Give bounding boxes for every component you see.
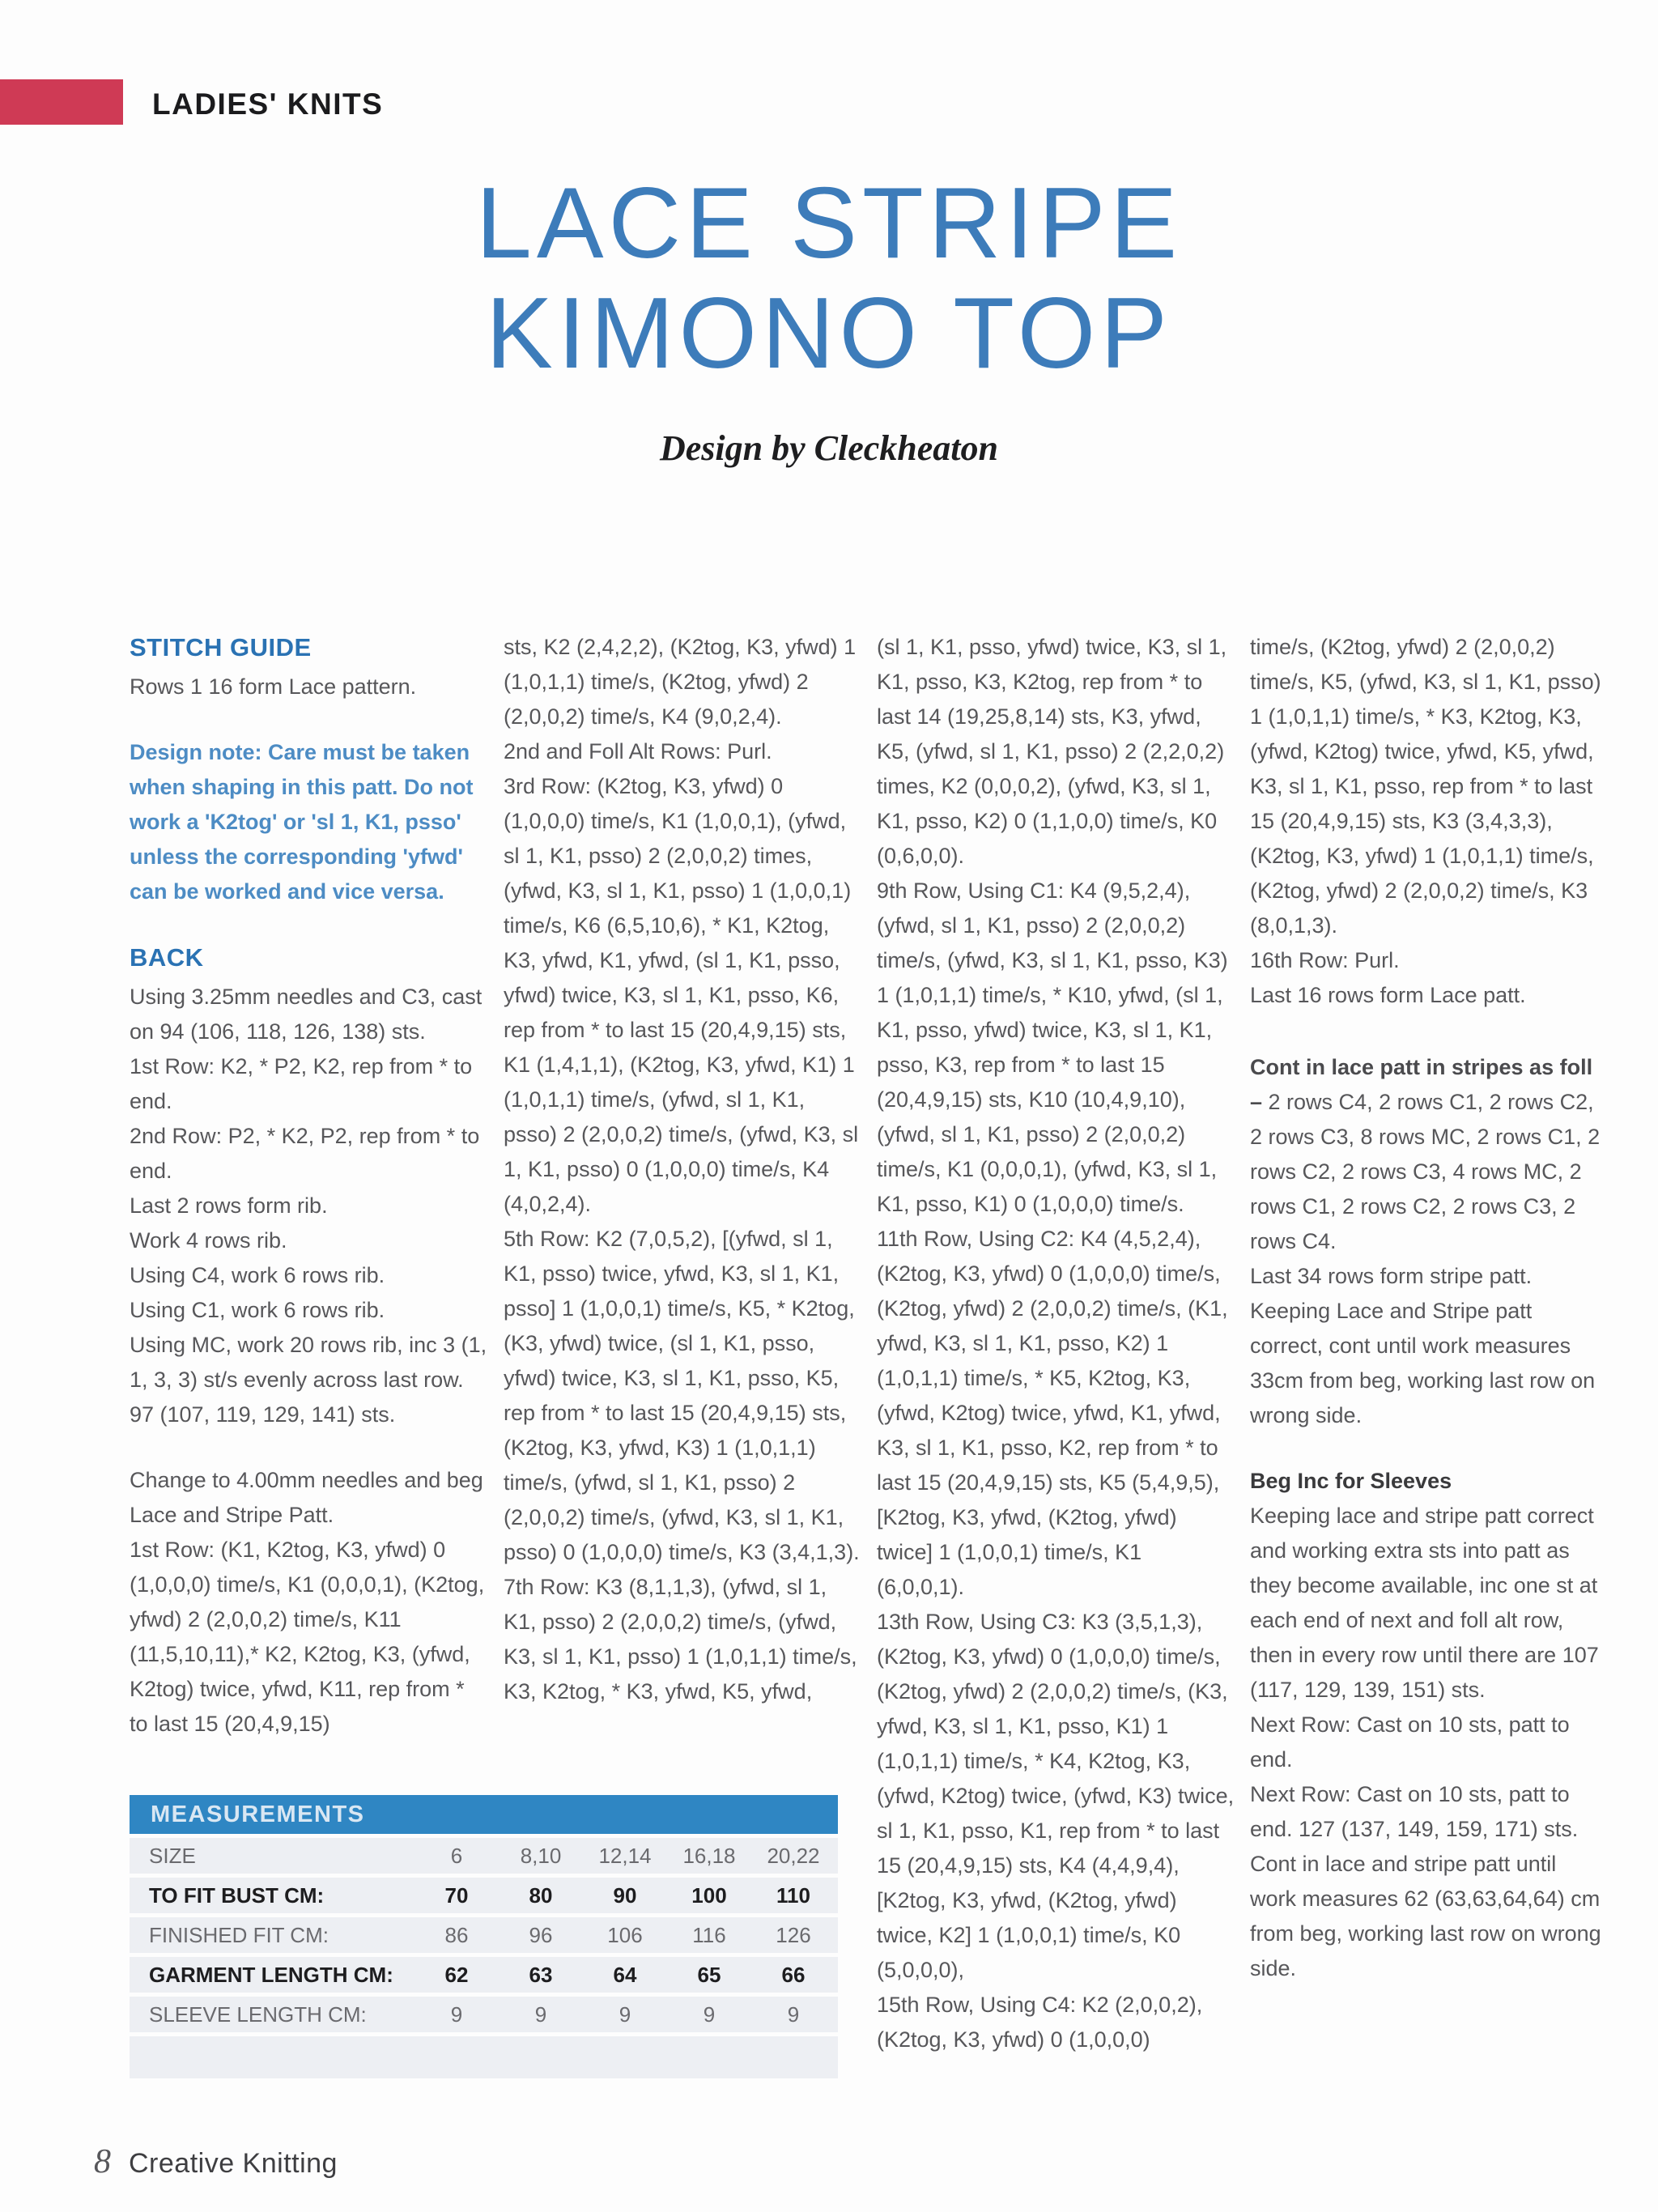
measurement-value: 9 — [703, 2001, 716, 2027]
measurement-value: 126 — [776, 1922, 811, 1947]
pattern-paragraph: 16th Row: Purl. — [1250, 948, 1400, 972]
measurements-row — [130, 1997, 838, 2032]
measurement-value: 62 — [444, 1962, 469, 1987]
measurements-row — [130, 1917, 838, 1953]
pattern-paragraph: 1st Row: (K1, K2tog, K3, yfwd) 0 (1,0,0,0) time/s, K1 (0,0,0,1), (K2tog, yfwd) 2 (2,0,0,2) time/s, K11 (11,5,10,11),* K2, K2tog, K3, (yfwd, K2tog) twice, yfwd, K11, rep from * to last 15 (20,4,9,15) — [130, 1538, 485, 1736]
pattern-paragraph: 15th Row, Using C4: K2 (2,0,0,2), (K2tog, K3, yfwd) 0 (1,0,0,0) — [877, 1993, 1203, 2052]
measurement-label: SLEEVE LENGTH CM: — [149, 2001, 367, 2027]
section-heading: BACK — [130, 943, 204, 972]
measurement-value: 20,22 — [767, 1843, 820, 1868]
pattern-paragraph: Last 2 rows form rib. — [130, 1193, 328, 1218]
pattern-paragraph: Next Row: Cast on 10 sts, patt to end. — [1250, 1712, 1570, 1772]
page-footer — [94, 2142, 338, 2181]
pattern-paragraph: Using MC, work 20 rows rib, inc 3 (1, 1, 3, 3) st/s evenly across last row. 97 (107, 119, 129, 141) sts. — [130, 1333, 487, 1427]
measurement-value: 9 — [534, 2001, 547, 2027]
pattern-paragraph: 11th Row, Using C2: K4 (4,5,2,4), (K2tog, K3, yfwd) 0 (1,0,0,0) time/s, (K2tog, yfwd) 2 (2,0,0,2) time/s, (K1, yfwd, K3, sl 1, K1, psso, K2) 1 (1,0,1,1) time/s, * K5, K2tog, K3, (yfwd, K2tog) twice, yfwd, K1, yfwd, K3, sl 1, K1, psso, K2, rep from * to last 15 (20,4,9,15) sts, K5 (5,4,9,5), [K2tog, K3, yfwd, (K2tog, yfwd) twice] 1 (1,0,0,1) time/s, K1 (6,0,0,1). — [877, 1227, 1228, 1599]
section-kicker: LADIES' KNITS — [152, 87, 384, 121]
measurement-value: 70 — [444, 1882, 469, 1908]
measurement-value: 90 — [613, 1882, 637, 1908]
measurement-value: 86 — [444, 1922, 469, 1947]
pattern-paragraph: Last 16 rows form Lace patt. — [1250, 983, 1526, 1007]
measurement-label: SIZE — [149, 1843, 196, 1868]
pattern-paragraph: 7th Row: K3 (8,1,1,3), (yfwd, sl 1, K1, psso) 2 (2,0,0,2) time/s, (yfwd, K3, sl 1, K1, psso) 1 (1,0,1,1) time/s, K3, K2tog, * K3, yfwd, K5, yfwd, — [504, 1575, 857, 1704]
measurements-table-header: MEASUREMENTS — [130, 1795, 838, 1834]
measurement-value: 9 — [787, 2001, 800, 2027]
measurement-value: 12,14 — [598, 1843, 652, 1868]
pattern-paragraph: Using 3.25mm needles and C3, cast on 94 (106, 118, 126, 138) sts. — [130, 985, 483, 1044]
measurement-value: 106 — [607, 1922, 643, 1947]
section-heading: STITCH GUIDE — [130, 633, 312, 661]
pattern-paragraph: sts, K2 (2,4,2,2), (K2tog, K3, yfwd) 1 (1,0,1,1) time/s, (K2tog, yfwd) 2 (2,0,0,2) time/s, K4 (9,0,2,4). — [504, 635, 857, 729]
pattern-paragraph: Next Row: Cast on 10 sts, patt to end. 127 (137, 149, 159, 171) sts. — [1250, 1782, 1579, 1841]
pattern-paragraph: time/s, (K2tog, yfwd) 2 (2,0,0,2) time/s, K5, (yfwd, K3, sl 1, K1, psso) 1 (1,0,1,1) time/s, * K3, K2tog, K3, (yfwd, K2tog) twice, yfwd, K5, yfwd, K3, sl 1, K1, psso, rep from * to last 15 (20,4,9,15) sts, K3 (3,4,3,3), (K2tog, K3, yfwd) 1 (1,0,1,1) time/s, (K2tog, yfwd) 2 (2,0,0,2) time/s, K3 (8,0,1,3). — [1250, 635, 1601, 938]
measurement-value: 116 — [692, 1922, 726, 1947]
measurement-value: 96 — [529, 1922, 553, 1947]
measurements-row — [130, 1957, 838, 1993]
pattern-paragraph: 2nd Row: P2, * K2, P2, rep from * to end. — [130, 1124, 480, 1183]
pattern-paragraph: 3rd Row: (K2tog, K3, yfwd) 0 (1,0,0,0) time/s, K1 (1,0,0,1), (yfwd, sl 1, K1, psso) 2 (2,0,0,2) times, (yfwd, K3, sl 1, K1, psso) 1 (1,0,0,1) time/s, K6 (6,5,10,6), * K1, K2tog, K3, yfwd, K1, yfwd, (sl 1, K1, psso, yfwd) twice, K3, sl 1, K1, psso, K6, rep from * to last 15 (20,4,9,15) sts, K1 (1,4,1,1), (K2tog, K3, yfwd, K1) 1 (1,0,1,1) time/s, (yfwd, sl 1, K1, psso) 2 (2,0,0,2) time/s, (yfwd, K3, sl 1, K1, psso) 0 (1,0,0,0) time/s, K4 (4,0,2,4). — [504, 774, 859, 1216]
text-column-3 — [877, 630, 1235, 2057]
text-column-4 — [1250, 630, 1608, 1986]
pattern-paragraph: Keeping Lace and Stripe patt correct, cont until work measures 33cm from beg, working last row on wrong side. — [1250, 1299, 1596, 1427]
page-number: 8 — [94, 2143, 111, 2180]
measurement-value: 66 — [781, 1962, 806, 1987]
text-column-2 — [504, 630, 861, 1709]
measurements-table — [130, 1795, 838, 2078]
section-color-tab — [0, 79, 123, 125]
page-title-line1: LACE STRIPE — [475, 168, 1183, 279]
pattern-paragraph: 9th Row, Using C1: K4 (9,5,2,4), (yfwd, sl 1, K1, psso) 2 (2,0,0,2) time/s, (yfwd, K3, sl 1, K1, psso, K3) 1 (1,0,1,1) time/s, * K10, yfwd, (sl 1, K1, psso, yfwd) twice, K3, sl 1, K1, psso, K3, rep from * to last 15 (20,4,9,15) sts, K10 (10,4,9,10), (yfwd, sl 1, K1, psso) 2 (2,0,0,2) time/s, K1 (0,0,0,1), (yfwd, K3, sl 1, K1, psso, K1) 0 (1,0,0,0) time/s. — [877, 878, 1228, 1216]
pattern-paragraph: Work 4 rows rib. — [130, 1228, 287, 1253]
measurement-value: 16,18 — [682, 1843, 736, 1868]
pattern-paragraph: 5th Row: K2 (7,0,5,2), [(yfwd, sl 1, K1, psso) twice, yfwd, K3, sl 1, K1, psso] 1 (1,0,0,1) time/s, K5, * K2tog, (K3, yfwd) twice, (sl 1, K1, psso, yfwd) twice, K3, sl 1, K1, psso, K5, rep from * to last 15 (20,4,9,15) sts, (K2tog, K3, yfwd, K3) 1 (1,0,1,1) time/s, (yfwd, sl 1, K1, psso) 2 (2,0,0,2) time/s, (yfwd, K3, sl 1, K1, psso) 0 (1,0,0,0) time/s, K3 (3,4,1,3). — [504, 1227, 860, 1564]
pattern-paragraph: Cont in lace patt in stripes as foll – 2 rows C4, 2 rows C1, 2 rows C2, 2 rows C3, 8 rows MC, 2 rows C1, 2 rows C2, 2 rows C3, 4 rows MC, 2 rows C1, 2 rows C2, 2 rows C3, 2 rows C4. — [1250, 1055, 1601, 1253]
measurement-value: 6 — [450, 1843, 463, 1868]
pattern-paragraph: Keeping lace and stripe patt correct and working extra sts into patt as they become available, inc one st at each end of next and foll alt row, then in every row until there are 107 (117, 129, 139, 151) sts. — [1250, 1504, 1599, 1702]
measurement-value: 63 — [529, 1962, 553, 1987]
pattern-paragraph: Cont in lace and stripe patt until work measures 62 (63,63,64,64) cm from beg, working last row on wrong side. — [1250, 1852, 1601, 1980]
measurement-value: 9 — [450, 2001, 463, 2027]
measurements-table-body — [130, 1838, 838, 2078]
pattern-paragraph: Rows 1 16 form Lace pattern. — [130, 674, 417, 699]
measurement-value: 65 — [697, 1962, 721, 1987]
measurement-value: 64 — [613, 1962, 637, 1987]
measurement-value: 100 — [691, 1882, 727, 1908]
measurement-value: 110 — [776, 1882, 810, 1908]
pattern-paragraph: 13th Row, Using C3: K3 (3,5,1,3), (K2tog, K3, yfwd) 0 (1,0,0,0) time/s, (K2tog, yfwd) 2 (2,0,0,2) time/s, (K3, yfwd, K3, sl 1, K1, psso, K1) 1 (1,0,1,1) time/s, * K4, K2tog, K3, (yfwd, K2tog) twice, (yfwd, K3) twice, sl 1, K1, psso, K1, rep from * to last 15 (20,4,9,15) sts, K4 (4,4,9,4), [K2tog, K3, yfwd, (K2tog, yfwd) twice, K2] 1 (1,0,0,1) time/s, K0 (5,0,0,0), — [877, 1610, 1235, 1982]
pattern-paragraph: 1st Row: K2, * P2, K2, rep from * to end. — [130, 1054, 473, 1113]
measurements-empty-row — [130, 2036, 838, 2078]
measurement-value: 80 — [529, 1882, 553, 1908]
text-column-1 — [130, 630, 487, 1742]
pattern-paragraph: Using C1, work 6 rows rib. — [130, 1298, 385, 1322]
measurements-row — [130, 1878, 838, 1913]
pattern-paragraph: Change to 4.00mm needles and beg Lace and Stripe Patt. — [130, 1468, 483, 1527]
pattern-paragraph: Using C4, work 6 rows rib. — [130, 1263, 385, 1287]
bold-lead: Cont in lace patt in stripes as foll – — [1250, 1055, 1593, 1114]
page-title-line2: KIMONO TOP — [486, 278, 1172, 390]
measurements-row — [130, 1838, 838, 1874]
measurement-value: 9 — [619, 2001, 631, 2027]
measurement-label: TO FIT BUST CM: — [149, 1882, 325, 1908]
pattern-paragraph: Last 34 rows form stripe patt. — [1250, 1264, 1533, 1288]
design-note: Design note: Care must be taken when shaping in this patt. Do not work a 'K2tog' or 'sl 1, K1, psso' unless the corresponding 'yfwd' can be worked and vice versa. — [130, 740, 474, 904]
pattern-paragraph: 2nd and Foll Alt Rows: Purl. — [504, 739, 772, 764]
page-title — [0, 168, 1658, 389]
magazine-name: Creative Knitting — [129, 2148, 338, 2179]
measurement-label: GARMENT LENGTH CM: — [149, 1962, 393, 1987]
measurement-label: FINISHED FIT CM: — [149, 1922, 329, 1947]
designer-byline: Design by Cleckheaton — [660, 428, 998, 468]
pattern-paragraph: (sl 1, K1, psso, yfwd) twice, K3, sl 1, K1, psso, K3, K2tog, rep from * to last 14 (19,25,8,14) sts, K3, yfwd, K5, (yfwd, sl 1, K1, psso) 2 (2,2,0,2) times, K2 (0,0,0,2), (yfwd, K3, sl 1, K1, psso, K2) 0 (1,1,0,0) time/s, K0 (0,6,0,0). — [877, 635, 1227, 868]
measurement-value: 8,10 — [520, 1843, 562, 1868]
sub-section-heading: Beg Inc for Sleeves — [1250, 1469, 1452, 1493]
